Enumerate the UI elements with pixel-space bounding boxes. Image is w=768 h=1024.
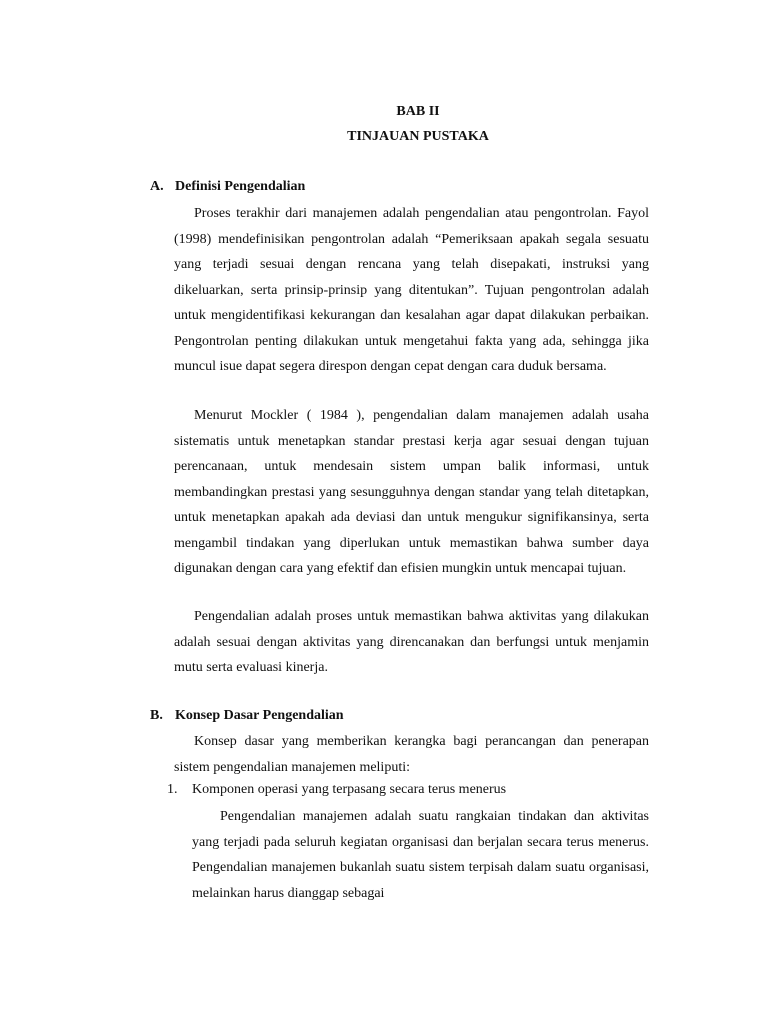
list-item-1-number: 1.: [167, 782, 178, 797]
section-b-heading: [150, 708, 344, 724]
chapter-title: TINJAUAN PUSTAKA: [347, 129, 489, 144]
chapter-number: BAB II: [396, 104, 440, 119]
section-b-title: Konsep Dasar Pengendalian: [175, 708, 344, 723]
list-item-1-title: Komponen operasi yang terpasang secara terus menerus: [192, 782, 507, 797]
list-item-1-paragraph: Pengendalian manajemen adalah suatu rangkaian tindakan dan aktivitas yang terjadi pada seluruh kegiatan organisasi dan berjalan secara terus menerus. Pengendalian manajemen bukanlah suatu sistem terpisah dalam suatu organisasi, melainkan harus dianggap sebagai: [192, 809, 649, 901]
section-b-intro: Konsep dasar yang memberikan kerangka bagi perancangan dan penerapan sistem pengendalian manajemen meliputi:: [174, 734, 649, 775]
section-a-heading: [150, 179, 305, 195]
section-a-paragraph-2: Menurut Mockler ( 1984 ), pengendalian dalam manajemen adalah usaha sistematis untuk menetapkan standar prestasi kerja agar sesuai dengan tujuan perencanaan, untuk mendesain sistem umpan balik informasi, untuk membandingkan prestasi yang sesungguhnya dengan standar yang telah ditetapkan, untuk menetapkan apakah ada deviasi dan untuk mengukur signifikansinya, serta mengambil tindakan yang diperlukan untuk memastikan bahwa sumber daya digunakan dengan cara yang efektif dan efisien mungkin untuk mencapai tujuan.: [174, 408, 649, 576]
section-b-letter: B.: [150, 708, 163, 723]
section-a-letter: A.: [150, 179, 164, 194]
section-a-title: Definisi Pengendalian: [175, 179, 306, 194]
section-a-paragraph-3: Pengendalian adalah proses untuk memastikan bahwa aktivitas yang dilakukan adalah sesuai dengan aktivitas yang direncanakan dan berfungsi untuk menjamin mutu serta evaluasi kinerja.: [174, 609, 649, 675]
section-a-paragraph-1: Proses terakhir dari manajemen adalah pengendalian atau pengontrolan. Fayol (1998) mendefinisikan pengontrolan adalah “Pemeriksaan apakah segala sesuatu yang terjadi sesuai dengan rencana yang telah disepakati, instruksi yang dikeluarkan, serta prinsip-prinsip yang ditentukan”. Tujuan pengontrolan adalah untuk mengidentifikasi kekurangan dan kesalahan agar dapat dilakukan perbaikan. Pengontrolan penting dilakukan untuk mengetahui fakta yang ada, sehingga jika muncul isue dapat segera direspon dengan cepat dengan cara duduk bersama.: [174, 206, 649, 374]
list-item-1-heading: [167, 782, 506, 798]
